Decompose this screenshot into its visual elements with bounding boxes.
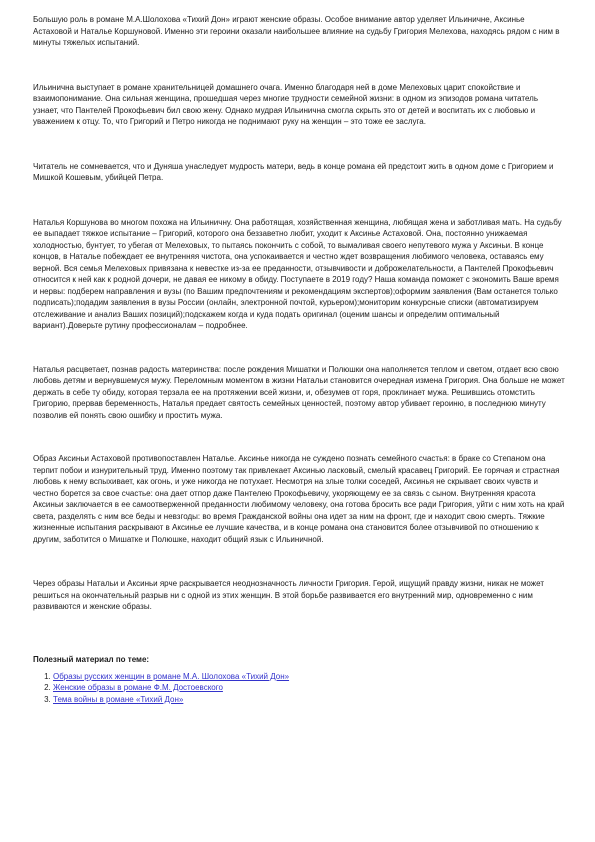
list-item xyxy=(53,682,565,694)
link-dostoevsky-women-images[interactable]: Женские образы в романе Ф.М. Достоевского xyxy=(53,683,223,692)
paragraph-intro: Большую роль в романе М.А.Шолохова «Тихий Дон» играют женские образы. Особое внимание автор уделяет Ильиничне, Аксинье Астаховой и Наталье Коршуновой. Именно эти героини оказали наибольшее влияние на судьбу Григория Мелехова, находясь рядом с ним в минуты тяжелых испытаний. xyxy=(33,15,560,47)
paragraph-conclusion: Через образы Натальи и Аксиньи ярче раскрывается неоднозначность личности Григория. Герой, ищущий правду жизни, никак не может решиться на окончательный разрыв ни с одной из этих женщин. В этой борьбе развивается его внутренний мир, одновременно с ним развиваются и женские образы. xyxy=(33,579,544,611)
list-item xyxy=(53,694,565,706)
useful-material-heading: Полезный материал по теме: xyxy=(33,654,150,664)
link-russian-women-images[interactable]: Образы русских женщин в романе М.А. Шолохова «Тихий Дон» xyxy=(53,671,290,681)
paragraph-ilinichna: Ильинична выступает в романе хранительницей домашнего очага. Именно благодаря ней в доме Мелеховых царит спокойствие и взаимопонимание. Она сильная женщина, прошедшая через многие трудности семейной жизни: в одном из эпизодов романа читатель узнает, что Пантелей Прокофьевич бил свою жену. Однако мудрая Ильинична смогла скрыть это от детей и воспитать их с любовью и уважением к отцу. То, что Григорий и Петро никогда не поднимают руку на женщин – это тоже ее заслуга. xyxy=(33,82,538,126)
list-item xyxy=(53,671,565,683)
paragraph-natalya-motherhood: Наталья расцветает, познав радость материнства: после рождения Мишатки и Полюшки она наполняется теплом и светом, отдает всю свою любовь детям и вернувшемуся мужу. Переломным моментом в жизни Натальи становится очередная измена Григория. Она больше не может держать в себе ту обиду, которая терзала ее на протяжении всей жизни, и, обезумев от горя, проклинает мужа. Решившись отомстить Григорию, прервав беременность, Наталья предает святость семейных ценностей, поэтому автор убивает героиню, в последнюю минуту позволив ей понять свою ошибку и простить мужа. xyxy=(33,364,565,420)
link-war-theme[interactable]: Тема войны в романе «Тихий Дон» xyxy=(53,694,184,704)
paragraph-natalya: Наталья Коршунова во многом похожа на Ильиничну. Она работящая, хозяйственная женщина, любящая жена и заботливая мать. На судьбу ее выпадает тяжкое испытание – Григорий, которого она беззаветно любит, уходит к Аксинье Астаховой. Она, постоянно унижаемая холодностью, бунтует, то убегая от Мелеховых, то пытаясь покончить с собой, то вымаливая своего непутевого мужа у Аксиньи. В конце концов, в Наталье побеждает ее внутренняя чистота, она успокаивается и честно ждет возвращения любимого человека, оставаясь ему верной. Вся семья Мелеховых привязана к невестке из-за ее преданности, отзывчивости и доброжелательности, а Пантелей Прокофьевич относится к ней как к родной дочери, не давая ее никому в обиду. Поступаете в 2019 году? Наша команда поможет с экономить Ваше время и нервы: подберем направления и вузы (по Вашим предпочтениям и рекомендациям экспертов);оформим заявления (Вам останется только подписать);подадим заявления в вузы России (онлайн, электронной почтой, курьером);мониторим конкурсные списки (автоматизируем отслеживание и анализ Ваших позиций);подскажем когда и куда подать оригинал (оценим шансы и определим оптимальный вариант).Доверьте рутину профессионалам – подробнее. xyxy=(33,217,562,330)
paragraph-aksinya: Образ Аксиньи Астаховой противопоставлен Наталье. Аксинье никогда не суждено познать семейного счастья: в браке со Степаном она терпит побои и изнурительный труд. Именно поэтому так привлекает Аксинью ласковый, смелый красавец Григорий. Ее горячая и страстная любовь к нему вспыхивает, как огонь, и уже никогда не потухает. Несмотря на злые толки соседей, Аксинья не скрывает своих чувств и честно борется за свое счастье: она дает отпор даже Пантелею Прокофьевичу, укоряющему ее за связь с сыном. Внутренняя красота Аксиньи заключается в ее самоотверженной преданности любимому человеку, она готова бросить все ради Григория, уйти с ним хоть на край света, разделять с ним все беды и невзгоды: во время Гражданской войны она идет за ним на фронт, где и находит свою смерть. Тяжкие жизненные испытания раскрывают в Аксинье ее лучшие качества, и в конце романа она становится более отзывчивой по отношению к другим, заботится о Мишатке и Полюшке, находит общий язык с Ильиничной. xyxy=(33,454,565,544)
useful-links-list xyxy=(33,671,565,706)
paragraph-dunyasha: Читатель не сомневается, что и Дуняша унаследует мудрость матери, ведь в конце романа ей предстоит жить в одном доме с Григорием и Мишкой Кошевым, убийцей Петра. xyxy=(33,161,554,182)
